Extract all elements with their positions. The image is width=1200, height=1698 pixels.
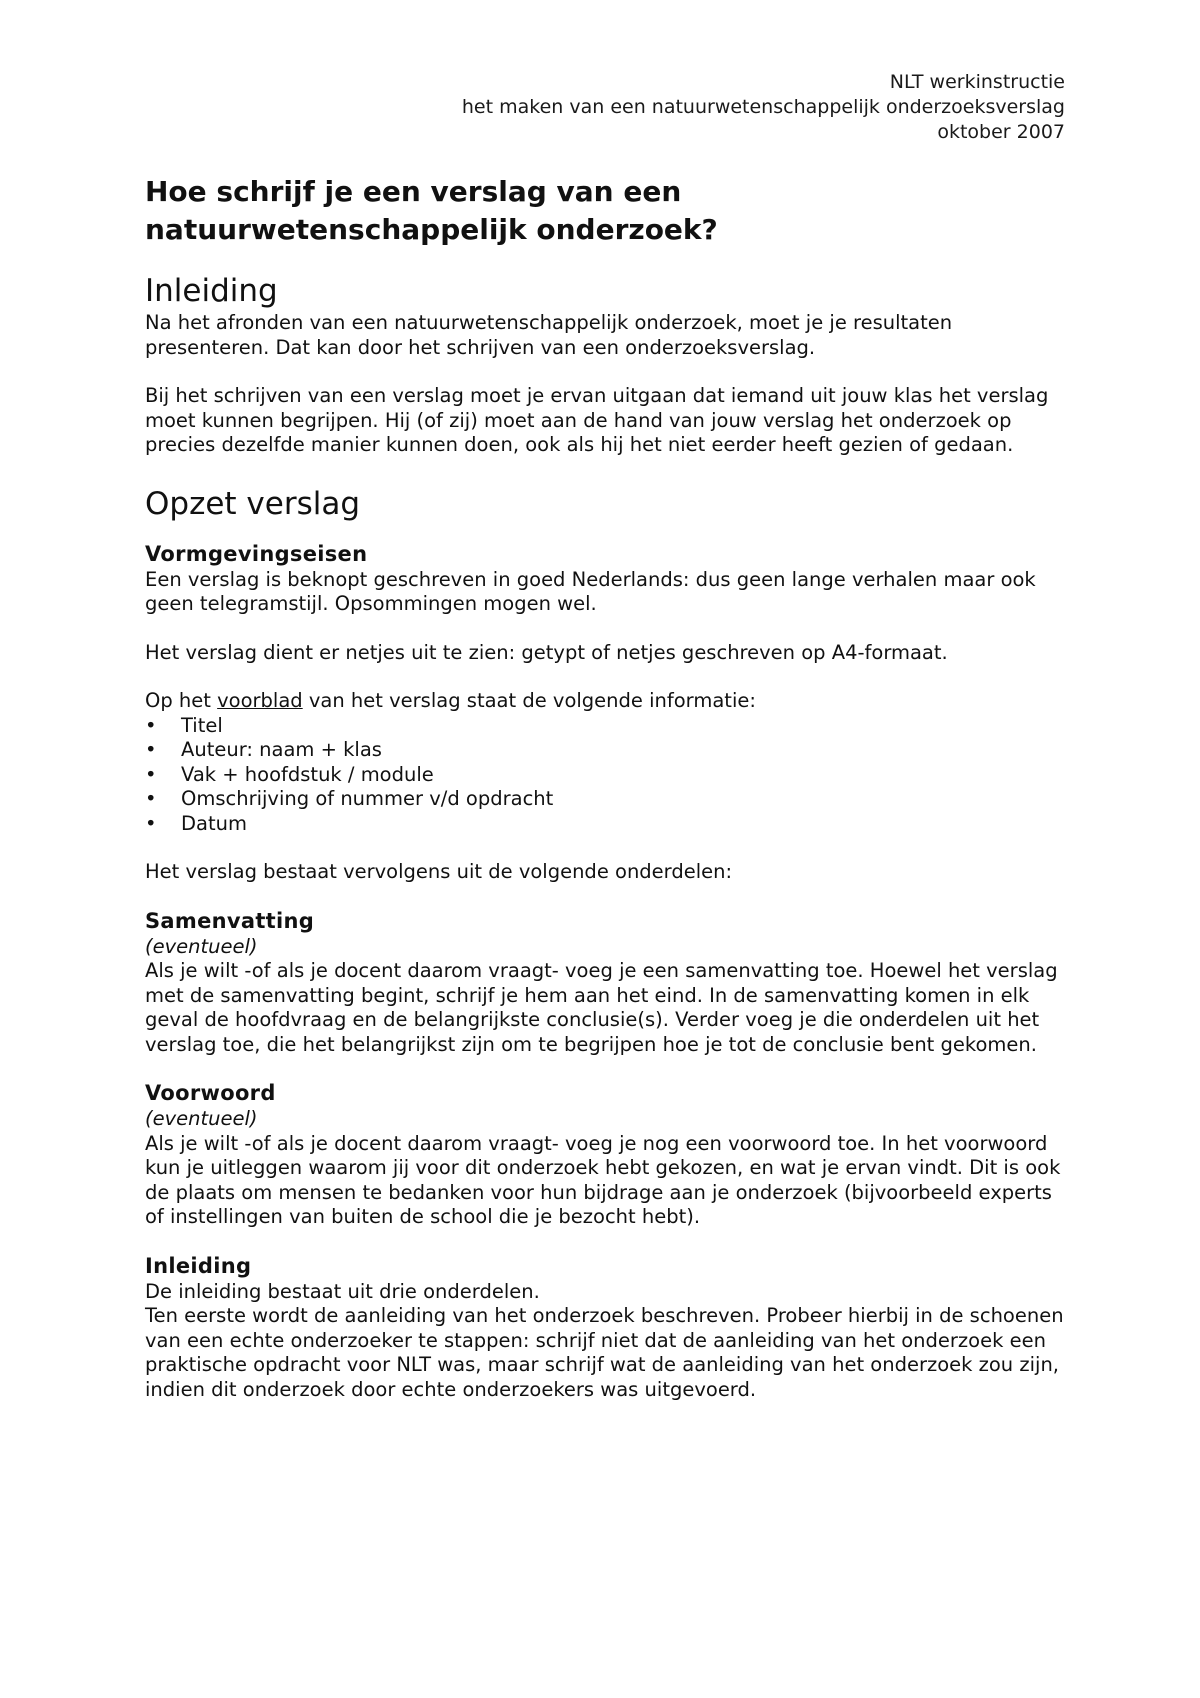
bullet-icon: •	[145, 762, 157, 786]
document-title	[145, 173, 1065, 249]
list-item: • Omschrijving of nummer v/d opdracht	[145, 787, 554, 810]
voorblad-list	[145, 714, 1065, 837]
voorblad-underlined: voorblad	[217, 689, 303, 712]
section-heading-opzet-verslag: Opzet verslag	[145, 485, 361, 522]
voorwoord-note: (eventueel)	[145, 1107, 258, 1130]
header-line-3: oktober 2007	[937, 121, 1065, 143]
bullet-icon: •	[145, 811, 157, 835]
inleiding2-line-2: Ten eerste wordt de aanleiding van het onderzoek beschreven. Probeer hierbij in de schoenen van een echte onderzoeker te stappen: schrijf niet dat de aanleiding van het onderzoek een praktische opdracht voor NLT was, maar schrijf wat de aanleiding van het onderzoek zou zijn, indien dit onderzoek door echte onderzoekers was uitgevoerd.	[145, 1304, 1064, 1401]
vormgeving-paragraph-2: Het verslag dient er netjes uit te zien: getypt of netjes geschreven op A4-formaat.	[145, 640, 948, 664]
header-line-2: het maken van een natuurwetenschappelijk onderzoeksverslag	[461, 96, 1065, 118]
inleiding-paragraph-2: Bij het schrijven van een verslag moet je ervan uitgaan dat iemand uit jouw klas het verslag moet kunnen begrijpen. Hij (of zij) moet aan de hand van jouw verslag het onderzoek op precies dezelfde manier kunnen doen, ook als hij het niet eerder heeft gezien of gedaan.	[145, 384, 1049, 456]
vormgeving-paragraph-1: Een verslag is beknopt geschreven in goed Nederlands: dus geen lange verhalen maar ook geen telegramstijl. Opsommingen mogen wel.	[145, 567, 1036, 615]
voorblad-text-after: van het verslag staat de volgende informatie:	[302, 689, 756, 712]
document-page	[145, 70, 1065, 1402]
header-line-1: NLT werkinstructie	[889, 71, 1065, 93]
running-header	[145, 70, 1065, 145]
title-line-2: natuurwetenschappelijk onderzoek?	[145, 213, 718, 246]
inleiding-paragraph-1: Na het afronden van een natuurwetenschappelijk onderzoek, moet je je resultaten presenteren. Dat kan door het schrijven van een onderzoeksverslag.	[145, 311, 953, 359]
voorwoord-body: Als je wilt -of als je docent daarom vraagt- voeg je nog een voorwoord toe. In het voorwoord kun je uitleggen waarom jij voor dit onderzoek hebt gekozen, en wat je ervan vindt. Dit is ook de plaats om mensen te bedanken voor hun bijdrage aan je onderzoek (bijvoorbeeld experts of instellingen van buiten de school die je bezocht hebt).	[145, 1131, 1061, 1228]
list-item: • Datum	[145, 811, 247, 835]
section-heading-inleiding: Inleiding	[145, 273, 278, 309]
vormgeving-paragraph-4: Het verslag bestaat vervolgens uit de volgende onderdelen:	[145, 860, 733, 883]
samenvatting-body: Als je wilt -of als je docent daarom vraagt- voeg je een samenvatting toe. Hoewel het verslag met de samenvatting begint, schrijf je hem aan het eind. In de samenvatting komen in elk geval de hoofdvraag en de belangrijkste conclusie(s). Verder voeg je die onderdelen uit het verslag toe, die het belangrijkst zijn om te begrijpen hoe je tot de conclusie bent gekomen.	[145, 959, 1058, 1056]
title-line-1: Hoe schrijf je een verslag van een	[145, 175, 682, 208]
subheading-samenvatting: Samenvatting	[145, 908, 315, 933]
subheading-voorwoord: Voorwoord	[145, 1081, 276, 1105]
list-item: • Auteur: naam + klas	[145, 738, 382, 761]
list-item: • Titel	[145, 713, 223, 737]
inleiding2-line-1: De inleiding bestaat uit drie onderdelen.	[145, 1279, 540, 1303]
vormgeving-paragraph-3	[145, 689, 1065, 714]
subheading-vormgevingseisen: Vormgevingseisen	[145, 541, 368, 566]
list-item: • Vak + hoofdstuk / module	[145, 762, 434, 786]
samenvatting-note: (eventueel)	[145, 934, 258, 958]
bullet-icon: •	[145, 787, 157, 810]
bullet-icon: •	[145, 738, 157, 761]
subheading-inleiding: Inleiding	[145, 1253, 252, 1278]
bullet-icon: •	[145, 713, 157, 737]
voorblad-text-before: Op het	[145, 689, 218, 712]
